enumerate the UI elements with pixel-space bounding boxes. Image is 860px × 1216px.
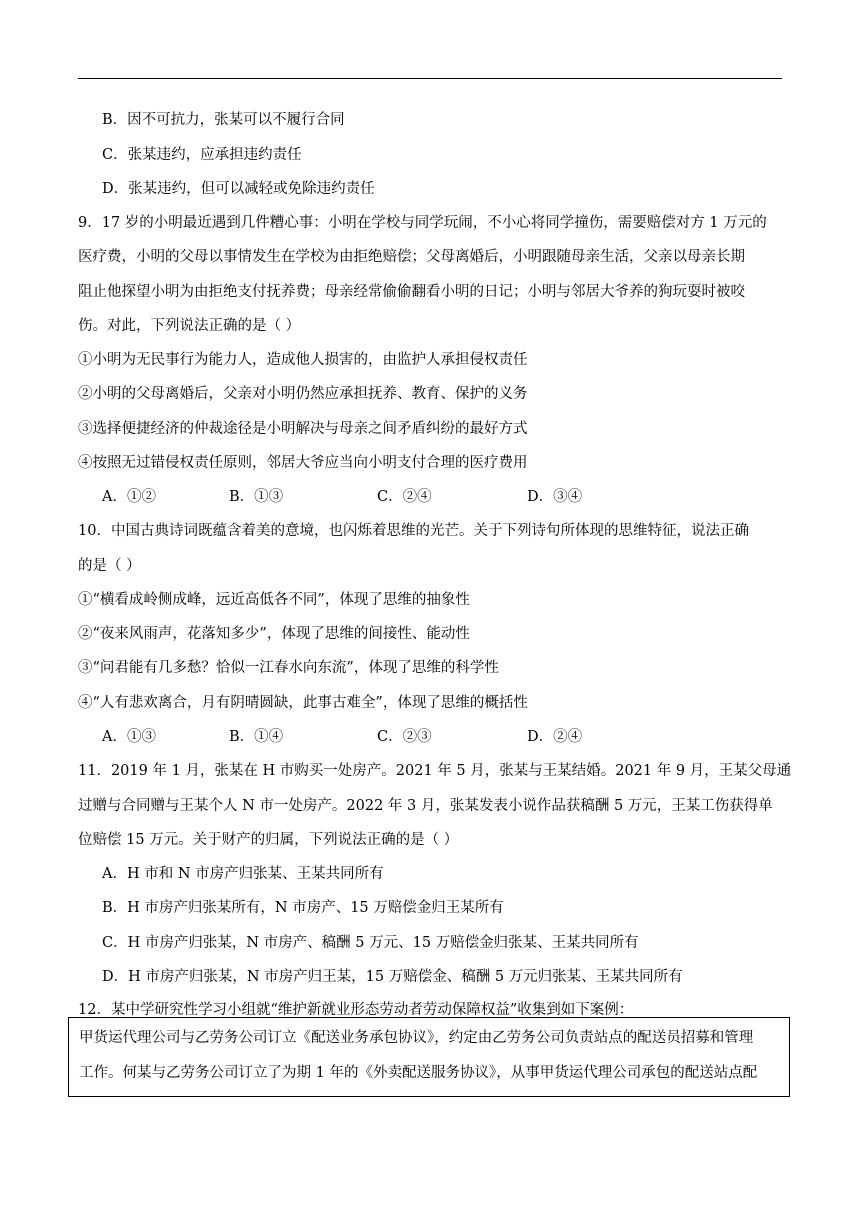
q11-option-b: B．H 市房产归张某所有，N 市房产、15 万赔偿金归王某所有 — [102, 900, 504, 916]
q10-option-a: A．①③ — [102, 729, 156, 745]
q10-option-b: B．①④ — [229, 729, 284, 745]
q10-option-c: C．②③ — [377, 729, 432, 745]
q9-option-c: C．②④ — [377, 489, 432, 505]
q9-stem-line: 9．17 岁的小明最近遇到几件糟心事：小明在学校与同学玩闹，不小心将同学撞伤，需要赔偿对方 1 万元的 — [78, 215, 767, 231]
q9-statement: ③选择便捷经济的仲裁途径是小明解决与母亲之间矛盾纠纷的最好方式 — [78, 421, 528, 437]
q12-case-line: 甲货运代理公司与乙劳务公司订立《配送业务承包协议》，约定由乙劳务公司负责站点的配送员招募和管理 — [79, 1030, 754, 1046]
q11-option-a: A．H 市和 N 市房产归张某、王某共同所有 — [102, 866, 384, 882]
q9-statement: ①小明为无民事行为能力人，造成他人损害的，由监护人承担侵权责任 — [78, 352, 528, 368]
q8-option-c: C．张某违约，应承担违约责任 — [102, 147, 302, 163]
q9-statement: ④按照无过错侵权责任原则，邻居大爷应当向小明支付合理的医疗费用 — [78, 455, 528, 471]
q10-statement: ①“横看成岭侧成峰，远近高低各不同”，体现了思维的抽象性 — [78, 592, 470, 608]
q9-stem-line: 医疗费，小明的父母以事情发生在学校为由拒绝赔偿；父母离婚后，小明跟随母亲生活，父亲以母亲长期 — [78, 249, 745, 265]
q10-stem-line: 10．中国古典诗词既蕴含着美的意境，也闪烁着思维的光芒。关于下列诗句所体现的思维特征，说法正确 — [78, 523, 749, 539]
q12-case-box — [68, 1017, 790, 1097]
q12-case-line: 工作。何某与乙劳务公司订立了为期 1 年的《外卖配送服务协议》，从事甲货运代理公司承包的配送站点配 — [79, 1065, 758, 1081]
q12-stem: 12．某中学研究性学习小组就“维护新就业形态劳动者劳动保障权益”收集到如下案例： — [78, 1002, 634, 1018]
q10-statement: ②“夜来风雨声，花落知多少”，体现了思维的间接性、能动性 — [78, 626, 470, 642]
q10-stem-line: 的是（ ） — [78, 558, 141, 574]
q10-statement: ③“问君能有几多愁？恰似一江春水向东流”，体现了思维的科学性 — [78, 660, 499, 676]
q9-option-d: D．③④ — [527, 489, 583, 505]
q10-option-d: D．②④ — [527, 729, 583, 745]
q11-stem-line: 11．2019 年 1 月，张某在 H 市购买一处房产。2021 年 5 月，张某与王某结婚。2021 年 9 月，王某父母通 — [78, 763, 792, 779]
q9-option-a: A．①② — [102, 489, 156, 505]
q11-stem-line: 位赔偿 15 万元。关于财产的归属，下列说法正确的是（ ） — [78, 832, 459, 848]
q11-option-d: D．H 市房产归张某，N 市房产归王某，15 万赔偿金、稿酬 5 万元归张某、王某共同所有 — [102, 969, 683, 985]
q9-statement: ②小明的父母离婚后，父亲对小明仍然应承担抚养、教育、保护的义务 — [78, 386, 528, 402]
q9-stem-line: 伤。对此，下列说法正确的是（ ） — [78, 318, 301, 334]
q11-stem-line: 过赠与合同赠与王某个人 N 市一处房产。2022 年 3 月，张某发表小说作品获稿酬 5 万元，王某工伤获得单 — [78, 798, 773, 814]
q9-option-b: B．①③ — [229, 489, 284, 505]
q11-option-c: C．H 市房产归张某，N 市房产、稿酬 5 万元、15 万赔偿金归张某、王某共同所有 — [102, 935, 639, 951]
q8-option-b: B．因不可抗力，张某可以不履行合同 — [102, 112, 345, 128]
header-rule — [78, 78, 782, 79]
q10-statement: ④“人有悲欢离合，月有阴晴圆缺，此事古难全”，体现了思维的概括性 — [78, 695, 528, 711]
q8-option-d: D．张某违约，但可以减轻或免除违约责任 — [102, 181, 375, 197]
q9-stem-line: 阻止他探望小明为由拒绝支付抚养费；母亲经常偷偷翻看小明的日记；小明与邻居大爷养的狗玩耍时被咬 — [78, 284, 745, 300]
